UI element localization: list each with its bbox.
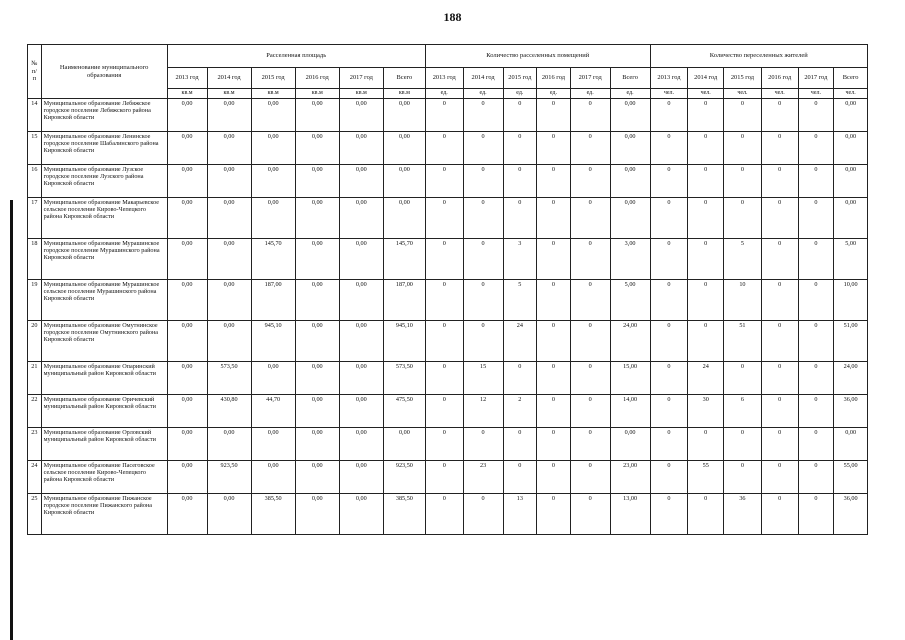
value-cell: 0	[650, 321, 688, 362]
value-cell: 44,70	[251, 395, 295, 428]
header-unit-cell: кв.м	[207, 89, 251, 99]
table-row	[28, 395, 868, 428]
binding-margin-rule	[10, 200, 13, 640]
header-unit-cell: чел.	[834, 89, 868, 99]
value-cell: 0,00	[610, 165, 650, 198]
value-cell: 0,00	[295, 395, 339, 428]
value-cell: 6	[724, 395, 762, 428]
value-cell: 0	[425, 99, 463, 132]
value-cell: 0	[650, 428, 688, 461]
value-cell: 0	[798, 239, 834, 280]
value-cell: 0	[798, 165, 834, 198]
value-cell: 0	[724, 99, 762, 132]
header-unit-cell: чел.	[650, 89, 688, 99]
value-cell: 0	[570, 461, 610, 494]
value-cell: 0	[425, 165, 463, 198]
value-cell: 0	[761, 395, 798, 428]
value-cell: 0	[425, 362, 463, 395]
value-cell: 0	[537, 99, 571, 132]
value-cell: 430,80	[207, 395, 251, 428]
table-row	[28, 239, 868, 280]
header-unit-cell: кв.м	[295, 89, 339, 99]
value-cell: 0	[537, 280, 571, 321]
value-cell: 0	[463, 165, 503, 198]
value-cell: 0,00	[295, 428, 339, 461]
value-cell: 0,00	[383, 198, 425, 239]
value-cell: 13	[503, 494, 537, 535]
value-cell: 0	[537, 461, 571, 494]
value-cell: 36,00	[834, 395, 868, 428]
table-row	[28, 461, 868, 494]
value-cell: 0	[425, 428, 463, 461]
row-number: 20	[28, 321, 42, 362]
value-cell: 0	[503, 198, 537, 239]
value-cell: 0,00	[251, 99, 295, 132]
value-cell: 0	[570, 239, 610, 280]
header-unit-cell: чел.	[798, 89, 834, 99]
value-cell: 0,00	[167, 461, 207, 494]
value-cell: 12	[463, 395, 503, 428]
value-cell: 0,00	[295, 99, 339, 132]
value-cell: 0	[688, 165, 724, 198]
value-cell: 0	[425, 239, 463, 280]
value-cell: 0	[761, 321, 798, 362]
value-cell: 0,00	[207, 280, 251, 321]
header-year-cell: 2014 год	[463, 68, 503, 89]
value-cell: 2	[503, 395, 537, 428]
value-cell: 0	[537, 428, 571, 461]
value-cell: 0	[761, 494, 798, 535]
value-cell: 0	[537, 165, 571, 198]
value-cell: 0	[425, 494, 463, 535]
value-cell: 475,50	[383, 395, 425, 428]
value-cell: 145,70	[251, 239, 295, 280]
header-unit-cell: ед.	[425, 89, 463, 99]
value-cell: 0,00	[207, 132, 251, 165]
row-number: 18	[28, 239, 42, 280]
header-unit-cell: чел.	[724, 89, 762, 99]
value-cell: 36	[724, 494, 762, 535]
value-cell: 187,00	[251, 280, 295, 321]
value-cell: 0	[425, 198, 463, 239]
header-year-cell: Всего	[834, 68, 868, 89]
row-number: 16	[28, 165, 42, 198]
municipality-name: Муниципальное образование Лузское городское поселение Лузского района Кировской области	[41, 165, 167, 198]
value-cell: 0	[650, 494, 688, 535]
value-cell: 14,00	[610, 395, 650, 428]
value-cell: 0	[570, 395, 610, 428]
table-row	[28, 99, 868, 132]
value-cell: 36,00	[834, 494, 868, 535]
value-cell: 24,00	[834, 362, 868, 395]
value-cell: 0	[570, 198, 610, 239]
value-cell: 0,00	[207, 321, 251, 362]
row-number: 25	[28, 494, 42, 535]
value-cell: 0	[761, 280, 798, 321]
value-cell: 0	[570, 99, 610, 132]
value-cell: 5	[503, 280, 537, 321]
value-cell: 0,00	[339, 321, 383, 362]
value-cell: 0	[570, 280, 610, 321]
value-cell: 0,00	[167, 494, 207, 535]
value-cell: 0	[463, 494, 503, 535]
page-number: 188	[443, 10, 462, 24]
value-cell: 0,00	[610, 132, 650, 165]
value-cell: 945,10	[251, 321, 295, 362]
header-unit-cell: кв.м	[339, 89, 383, 99]
value-cell: 15	[463, 362, 503, 395]
value-cell: 0	[425, 395, 463, 428]
value-cell: 0	[688, 280, 724, 321]
value-cell: 0,00	[339, 99, 383, 132]
municipality-name: Муниципальное образование Пижанское городское поселение Пижанского района Кировской области	[41, 494, 167, 535]
value-cell: 0	[463, 321, 503, 362]
value-cell: 0	[537, 494, 571, 535]
value-cell: 0,00	[167, 362, 207, 395]
value-cell: 0,00	[339, 461, 383, 494]
value-cell: 13,00	[610, 494, 650, 535]
value-cell: 0	[761, 198, 798, 239]
table-row	[28, 494, 868, 535]
value-cell: 3,00	[610, 239, 650, 280]
value-cell: 0	[798, 428, 834, 461]
table-row	[28, 132, 868, 165]
value-cell: 0	[798, 198, 834, 239]
value-cell: 0,00	[207, 198, 251, 239]
value-cell: 0	[463, 428, 503, 461]
value-cell: 0	[724, 428, 762, 461]
value-cell: 0	[650, 198, 688, 239]
value-cell: 0	[425, 132, 463, 165]
value-cell: 923,50	[207, 461, 251, 494]
value-cell: 0	[761, 165, 798, 198]
header-unit-cell: чел.	[688, 89, 724, 99]
value-cell: 0,00	[167, 321, 207, 362]
value-cell: 0	[650, 99, 688, 132]
header-year-cell: 2013 год	[167, 68, 207, 89]
value-cell: 0,00	[251, 461, 295, 494]
municipality-name: Муниципальное образование Омутнинское городское поселение Омутнинского района Кировской области	[41, 321, 167, 362]
value-cell: 0,00	[295, 165, 339, 198]
value-cell: 0,00	[610, 428, 650, 461]
row-number: 24	[28, 461, 42, 494]
municipality-name: Муниципальное образование Оричевский муниципальный район Кировской области	[41, 395, 167, 428]
value-cell: 0,00	[167, 198, 207, 239]
row-number: 23	[28, 428, 42, 461]
header-year-cell: 2015 год	[251, 68, 295, 89]
value-cell: 145,70	[383, 239, 425, 280]
value-cell: 0	[503, 99, 537, 132]
value-cell: 5,00	[610, 280, 650, 321]
value-cell: 0,00	[251, 132, 295, 165]
header-unit-cell: кв.м	[167, 89, 207, 99]
value-cell: 0	[798, 280, 834, 321]
value-cell: 0	[503, 165, 537, 198]
value-cell: 0	[798, 494, 834, 535]
value-cell: 0,00	[295, 461, 339, 494]
header-group-area: Расселенная площадь	[167, 45, 425, 68]
header-group-premises: Количество расселенных помещений	[425, 45, 650, 68]
row-number: 17	[28, 198, 42, 239]
resettlement-table	[27, 44, 868, 535]
value-cell: 0	[761, 99, 798, 132]
value-cell: 10,00	[834, 280, 868, 321]
value-cell: 0	[761, 239, 798, 280]
header-group-residents: Количество переселенных жителей	[650, 45, 867, 68]
header-year-cell: 2017 год	[570, 68, 610, 89]
value-cell: 0,00	[167, 280, 207, 321]
value-cell: 0	[688, 428, 724, 461]
value-cell: 0,00	[339, 280, 383, 321]
value-cell: 945,10	[383, 321, 425, 362]
value-cell: 0	[463, 239, 503, 280]
value-cell: 0,00	[339, 395, 383, 428]
value-cell: 0	[650, 165, 688, 198]
municipality-name: Муниципальное образование Ленинское городское поселение Шабалинского района Кировской области	[41, 132, 167, 165]
value-cell: 10	[724, 280, 762, 321]
header-unit-cell: чел.	[761, 89, 798, 99]
row-number: 15	[28, 132, 42, 165]
value-cell: 0	[537, 198, 571, 239]
value-cell: 24	[503, 321, 537, 362]
value-cell: 0	[537, 132, 571, 165]
value-cell: 0,00	[207, 165, 251, 198]
value-cell: 0,00	[834, 428, 868, 461]
value-cell: 0	[688, 239, 724, 280]
header-year-cell: 2015 год	[724, 68, 762, 89]
value-cell: 0,00	[295, 280, 339, 321]
value-cell: 0,00	[251, 165, 295, 198]
value-cell: 0	[570, 494, 610, 535]
municipality-name: Муниципальное образование Мурашинское городское поселение Мурашинского района Кировской области	[41, 239, 167, 280]
value-cell: 0	[570, 321, 610, 362]
header-year-cell: 2015 год	[503, 68, 537, 89]
header-year-cell: 2013 год	[425, 68, 463, 89]
value-cell: 0	[650, 132, 688, 165]
value-cell: 0,00	[383, 165, 425, 198]
value-cell: 0	[724, 198, 762, 239]
value-cell: 5	[724, 239, 762, 280]
value-cell: 24,00	[610, 321, 650, 362]
value-cell: 385,50	[383, 494, 425, 535]
value-cell: 0,00	[207, 494, 251, 535]
value-cell: 0,00	[339, 165, 383, 198]
value-cell: 0	[688, 99, 724, 132]
table-row	[28, 280, 868, 321]
header-unit-cell: ед.	[463, 89, 503, 99]
municipality-name: Муниципальное образование Мурашинское сельское поселение Мурашинского района Кировской области	[41, 280, 167, 321]
value-cell: 0,00	[295, 198, 339, 239]
value-cell: 0	[688, 321, 724, 362]
value-cell: 0,00	[834, 132, 868, 165]
value-cell: 0	[503, 428, 537, 461]
value-cell: 0	[724, 362, 762, 395]
value-cell: 0	[650, 280, 688, 321]
value-cell: 0	[650, 395, 688, 428]
header-year-cell: 2016 год	[295, 68, 339, 89]
table-row	[28, 428, 868, 461]
value-cell: 0	[503, 461, 537, 494]
header-unit-cell: ед.	[503, 89, 537, 99]
value-cell: 23	[463, 461, 503, 494]
value-cell: 0,00	[207, 239, 251, 280]
header-unit-cell: ед.	[610, 89, 650, 99]
value-cell: 0,00	[167, 239, 207, 280]
value-cell: 0,00	[167, 99, 207, 132]
table-row	[28, 321, 868, 362]
header-municipality: Наименование муниципального образования	[41, 45, 167, 99]
municipality-name: Муниципальное образование Пасеговское сельское поселение Кирово-Чепецкого района Кировской области	[41, 461, 167, 494]
table-body	[28, 99, 868, 535]
value-cell: 0	[570, 428, 610, 461]
header-year-cell: 2016 год	[761, 68, 798, 89]
value-cell: 0,00	[207, 428, 251, 461]
header-year-cell: Всего	[610, 68, 650, 89]
table-row	[28, 165, 868, 198]
table-row	[28, 362, 868, 395]
value-cell: 0,00	[295, 362, 339, 395]
header-year-cell: 2014 год	[207, 68, 251, 89]
value-cell: 0	[570, 362, 610, 395]
row-number: 19	[28, 280, 42, 321]
value-cell: 55,00	[834, 461, 868, 494]
value-cell: 0	[570, 165, 610, 198]
value-cell: 0	[688, 132, 724, 165]
value-cell: 0,00	[610, 99, 650, 132]
value-cell: 573,50	[207, 362, 251, 395]
value-cell: 5,00	[834, 239, 868, 280]
value-cell: 0	[798, 395, 834, 428]
value-cell: 15,00	[610, 362, 650, 395]
value-cell: 0	[761, 461, 798, 494]
header-year-cell: 2014 год	[688, 68, 724, 89]
value-cell: 0,00	[167, 132, 207, 165]
value-cell: 0,00	[339, 494, 383, 535]
value-cell: 573,50	[383, 362, 425, 395]
value-cell: 0,00	[339, 362, 383, 395]
header-unit-cell: кв.м	[383, 89, 425, 99]
header-number: № п/п	[28, 45, 42, 99]
value-cell: 187,00	[383, 280, 425, 321]
value-cell: 0,00	[383, 99, 425, 132]
header-year-cell: Всего	[383, 68, 425, 89]
value-cell: 0	[503, 132, 537, 165]
value-cell: 0,00	[251, 362, 295, 395]
header-year-cell: 2013 год	[650, 68, 688, 89]
value-cell: 51	[724, 321, 762, 362]
value-cell: 30	[688, 395, 724, 428]
municipality-name: Муниципальное образование Лебяжское городское поселение Лебяжского района Кировской области	[41, 99, 167, 132]
value-cell: 0,00	[295, 494, 339, 535]
value-cell: 0	[570, 132, 610, 165]
value-cell: 0	[724, 461, 762, 494]
value-cell: 0	[425, 461, 463, 494]
value-cell: 0	[761, 132, 798, 165]
value-cell: 0	[724, 132, 762, 165]
value-cell: 0	[798, 362, 834, 395]
value-cell: 0,00	[383, 428, 425, 461]
header-unit-cell: ед.	[570, 89, 610, 99]
value-cell: 0	[798, 321, 834, 362]
value-cell: 0,00	[339, 239, 383, 280]
value-cell: 0	[463, 280, 503, 321]
value-cell: 0,00	[834, 99, 868, 132]
value-cell: 0,00	[251, 198, 295, 239]
value-cell: 0	[761, 362, 798, 395]
value-cell: 0,00	[339, 198, 383, 239]
value-cell: 0,00	[383, 132, 425, 165]
value-cell: 51,00	[834, 321, 868, 362]
value-cell: 0,00	[834, 165, 868, 198]
municipality-name: Муниципальное образование Орловский муниципальный район Кировской области	[41, 428, 167, 461]
value-cell: 0	[688, 198, 724, 239]
value-cell: 0	[537, 362, 571, 395]
value-cell: 0	[537, 239, 571, 280]
value-cell: 0	[463, 132, 503, 165]
value-cell: 0,00	[251, 428, 295, 461]
value-cell: 0	[761, 428, 798, 461]
value-cell: 0,00	[167, 428, 207, 461]
municipality-name: Муниципальное образование Макарьевское сельское поселение Кирово-Чепецкого района Кировской области	[41, 198, 167, 239]
value-cell: 3	[503, 239, 537, 280]
value-cell: 0,00	[167, 165, 207, 198]
value-cell: 55	[688, 461, 724, 494]
value-cell: 0,00	[295, 132, 339, 165]
value-cell: 0,00	[834, 198, 868, 239]
value-cell: 0	[688, 494, 724, 535]
value-cell: 24	[688, 362, 724, 395]
value-cell: 0	[425, 280, 463, 321]
value-cell: 0	[798, 461, 834, 494]
value-cell: 0	[798, 132, 834, 165]
value-cell: 0,00	[339, 132, 383, 165]
value-cell: 0	[425, 321, 463, 362]
value-cell: 0	[724, 165, 762, 198]
value-cell: 0	[650, 239, 688, 280]
value-cell: 0	[650, 461, 688, 494]
header-year-cell: 2017 год	[339, 68, 383, 89]
value-cell: 23,00	[610, 461, 650, 494]
header-year-cell: 2016 год	[537, 68, 571, 89]
value-cell: 0,00	[207, 99, 251, 132]
value-cell: 0	[503, 362, 537, 395]
value-cell: 385,50	[251, 494, 295, 535]
value-cell: 0,00	[167, 395, 207, 428]
value-cell: 0,00	[610, 198, 650, 239]
value-cell: 0	[463, 99, 503, 132]
value-cell: 0,00	[295, 321, 339, 362]
value-cell: 0,00	[339, 428, 383, 461]
value-cell: 0	[537, 395, 571, 428]
value-cell: 0	[463, 198, 503, 239]
value-cell: 0	[537, 321, 571, 362]
value-cell: 923,50	[383, 461, 425, 494]
header-year-cell: 2017 год	[798, 68, 834, 89]
value-cell: 0	[798, 99, 834, 132]
row-number: 22	[28, 395, 42, 428]
value-cell: 0,00	[295, 239, 339, 280]
row-number: 21	[28, 362, 42, 395]
header-unit-cell: ед.	[537, 89, 571, 99]
header-unit-cell: кв.м	[251, 89, 295, 99]
row-number: 14	[28, 99, 42, 132]
municipality-name: Муниципальное образование Опаринский муниципальный район Кировской области	[41, 362, 167, 395]
table-row	[28, 198, 868, 239]
value-cell: 0	[650, 362, 688, 395]
